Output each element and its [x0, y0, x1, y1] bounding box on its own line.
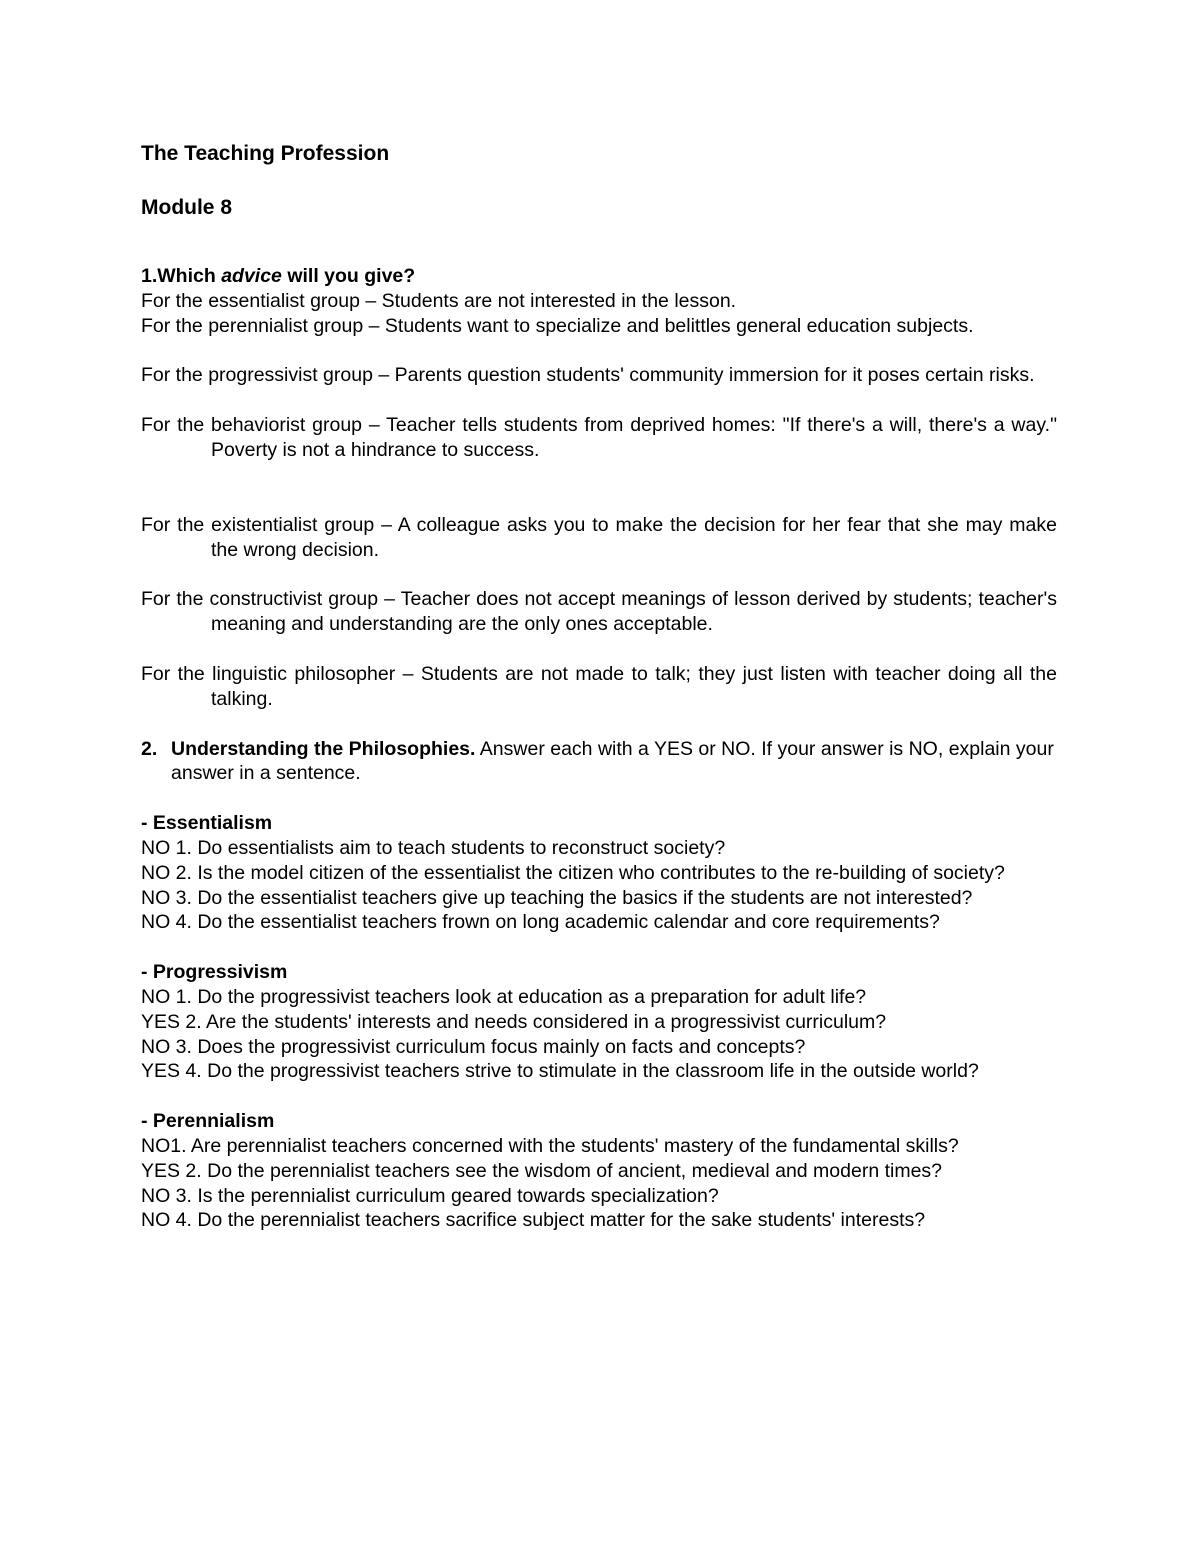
advice-essentialist: For the essentialist group – Students are not interested in the lesson. — [141, 289, 737, 312]
advice-behaviorist: For the behaviorist group – Teacher tells students from deprived homes: "If there's a will, there's a way." Poverty is not a hindrance to success. — [141, 414, 1057, 461]
question-1-number: 1. — [141, 265, 158, 287]
section-title-progressivism: - Progressivism — [141, 961, 288, 984]
question-1-heading — [141, 264, 1057, 289]
advice-progressivist: For the progressivist group – Parents question students' community immersion for it poses certain risks. — [141, 364, 1035, 387]
question-1-heading-emphasis: advice — [221, 265, 282, 287]
advice-linguistic-philosopher: For the linguistic philosopher – Students are not made to talk; they just listen with teacher doing all the talking. — [141, 662, 1057, 710]
progressivism-item-1: NO 1. Do the progressivist teachers look at education as a preparation for adult life? — [141, 985, 867, 1008]
document-title: The Teaching Profession — [141, 142, 390, 165]
section-title-essentialism: - Essentialism — [141, 812, 273, 835]
advice-perennialist: For the perennialist group – Students want to specialize and belittles general education subjects. — [141, 314, 974, 337]
perennialism-item-4: NO 4. Do the perennialist teachers sacrifice subject matter for the sake students' interests? — [141, 1209, 926, 1232]
question-2-heading — [141, 737, 1057, 787]
question-2-instructions: Answer each with a YES or NO. If your answer is NO, explain your answer in a sentence. — [171, 737, 1054, 785]
progressivism-item-4: YES 4. Do the progressivist teachers strive to stimulate in the classroom life in the outside world? — [141, 1060, 979, 1083]
document-page — [141, 140, 1057, 1233]
perennialism-item-3: NO 3. Is the perennialist curriculum geared towards specialization? — [141, 1184, 719, 1207]
essentialism-item-1: NO 1. Do essentialists aim to teach students to reconstruct society? — [141, 836, 726, 859]
question-1-heading-pre: Which — [157, 265, 222, 287]
essentialism-item-3: NO 3. Do the essentialist teachers give up teaching the basics if the students are not interested? — [141, 886, 973, 909]
essentialism-item-4: NO 4. Do the essentialist teachers frown on long academic calendar and core requirements? — [141, 911, 940, 934]
question-2-number: 2. — [141, 737, 158, 760]
perennialism-item-2: YES 2. Do the perennialist teachers see the wisdom of ancient, medieval and modern times? — [141, 1159, 943, 1182]
question-2-heading-bold: Understanding the Philosophies. — [171, 737, 476, 760]
progressivism-item-3: NO 3. Does the progressivist curriculum focus mainly on facts and concepts? — [141, 1035, 806, 1058]
advice-constructivist: For the constructivist group – Teacher does not accept meanings of lesson derived by students; teacher's meaning and understanding are the only ones acceptable. — [141, 588, 1057, 636]
perennialism-item-1: NO1. Are perennialist teachers concerned with the students' mastery of the fundamental skills? — [141, 1134, 959, 1157]
progressivism-item-2: YES 2. Are the students' interests and needs considered in a progressivist curriculum? — [141, 1010, 887, 1033]
module-heading: Module 8 — [141, 196, 233, 219]
advice-existentialist: For the existentialist group – A colleague asks you to make the decision for her fear that she may make the wrong decision. — [141, 513, 1057, 561]
section-title-perennialism: - Perennialism — [141, 1110, 275, 1133]
essentialism-item-2: NO 2. Is the model citizen of the essentialist the citizen who contributes to the re-building of society? — [141, 861, 1005, 884]
question-1-heading-post: will you give? — [281, 265, 416, 287]
